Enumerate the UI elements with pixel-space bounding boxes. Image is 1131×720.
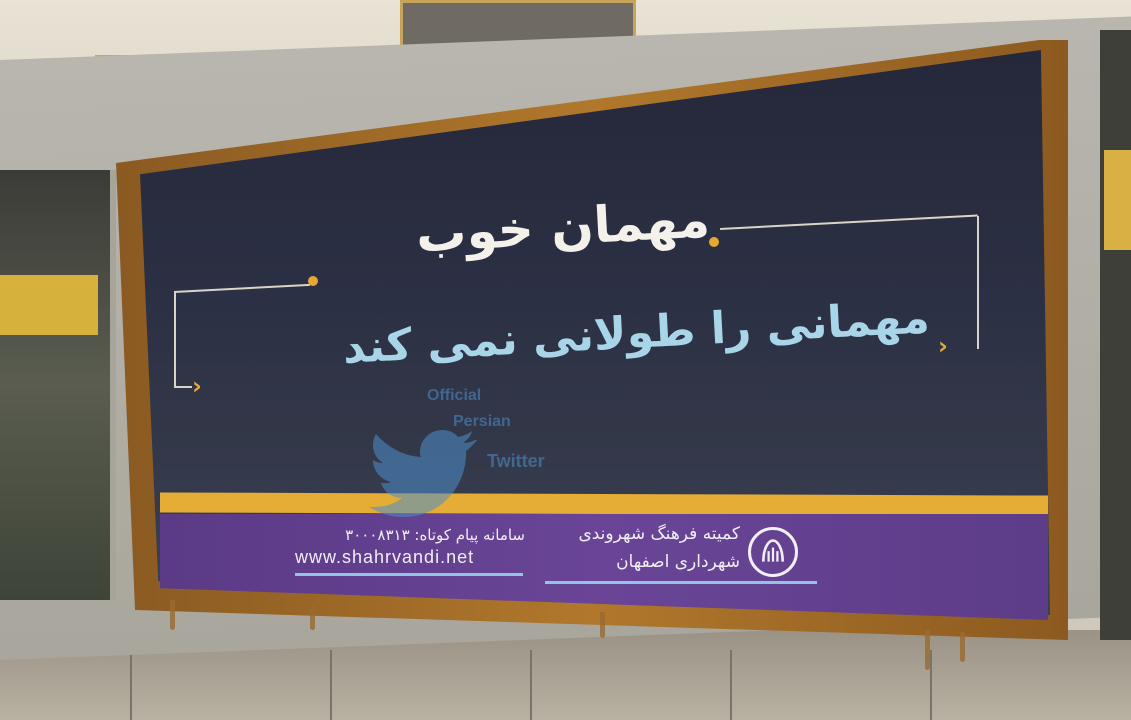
adjacent-panel-stripe [0, 275, 98, 335]
rust-drip [960, 632, 965, 662]
sms-line: سامانه پیام کوتاه: ۳۰۰۰۸۳۱۳ [345, 526, 525, 544]
watermark-line2: Persian [453, 413, 511, 430]
adjacent-panel-left [0, 170, 116, 600]
decor-line-left [174, 291, 176, 387]
wall-tile [130, 650, 228, 720]
adjacent-panel-stripe [1104, 150, 1131, 250]
logo-icon [751, 530, 795, 574]
rust-drip [600, 612, 605, 638]
decor-dot [308, 276, 318, 286]
organization-line1: کمیته فرهنگ شهروندی [578, 524, 740, 544]
watermark-line3: Twitter [487, 451, 545, 471]
organization-underline [545, 581, 817, 584]
wall-tile [530, 650, 628, 720]
subline-text: مهمانی را طولانی نمی کند [341, 292, 931, 374]
wall-tile [730, 650, 828, 720]
decor-line-right [977, 216, 979, 349]
rust-drip [170, 600, 175, 630]
wall-tile [930, 650, 1028, 720]
organization-line2: شهرداری اصفهان [616, 552, 740, 572]
watermark-line1: Official [427, 387, 482, 404]
rust-drip [310, 606, 315, 630]
adjacent-panel-right [1100, 30, 1131, 640]
website-url: www.shahrvandi.net [295, 547, 475, 567]
chevron-right-icon: › [938, 332, 948, 360]
chevron-right-icon: › [192, 372, 202, 400]
decor-line-left-bottom [174, 386, 192, 388]
website-underline [295, 573, 523, 576]
isfahan-municipality-logo [748, 527, 798, 577]
wall-tile [330, 650, 428, 720]
poster-yellow-stripe [160, 492, 1048, 515]
headline-text: مهمان خوب [414, 190, 712, 264]
rust-drip [925, 630, 930, 670]
watermark [365, 385, 565, 525]
